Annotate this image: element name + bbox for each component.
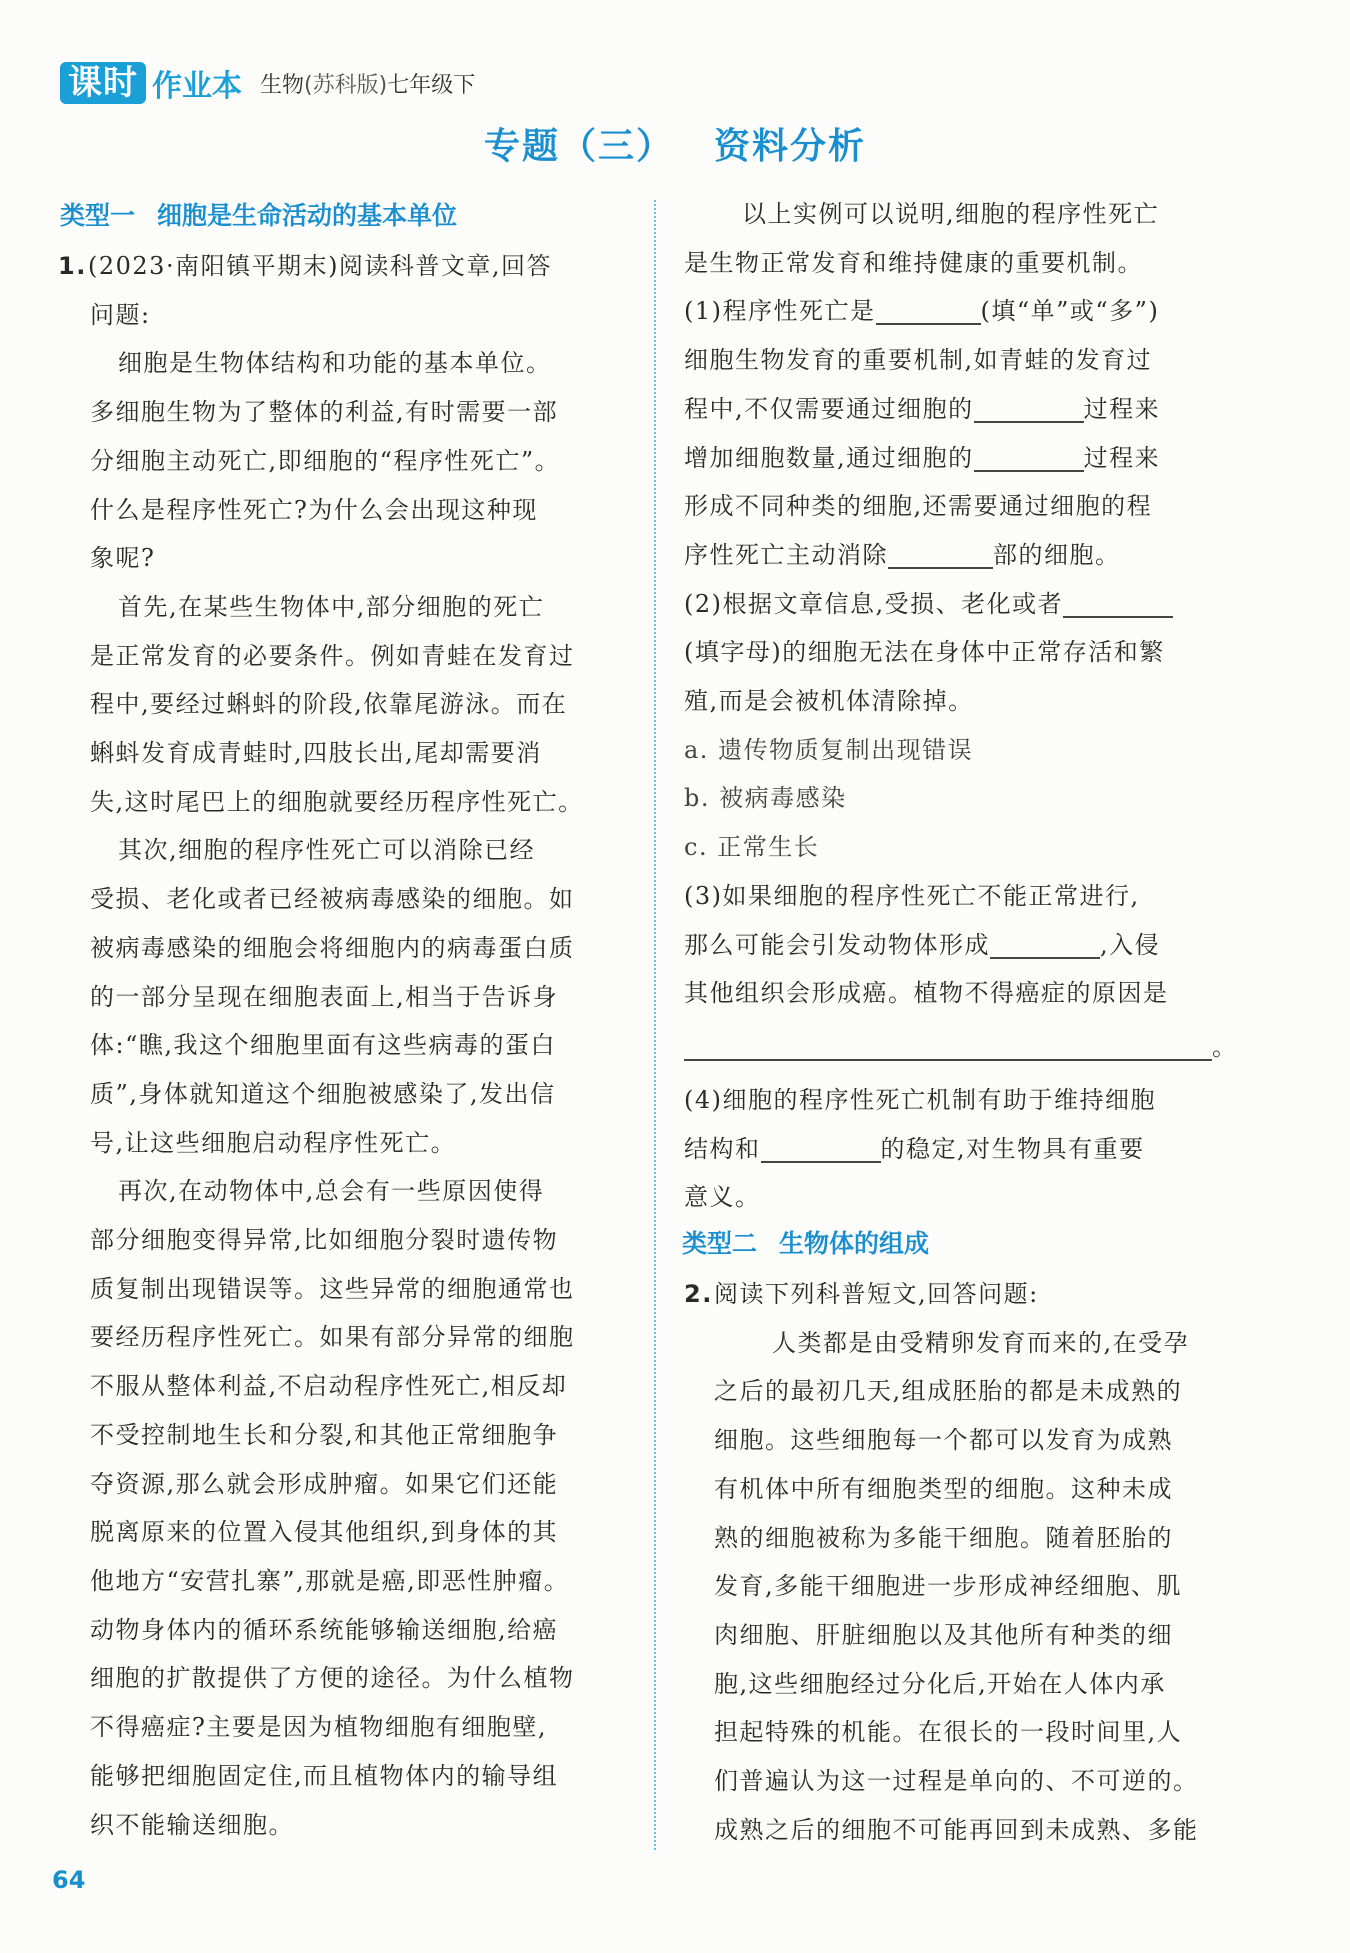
text-line: 熟的细胞被称为多能干细胞。随着胚胎的: [714, 1523, 1173, 1552]
column-divider: [654, 200, 656, 1850]
answer-blank[interactable]: [761, 1131, 881, 1163]
text-line: 再次,在动物体中,总会有一些原因使得: [118, 1177, 545, 1206]
text-line: 动物身体内的循环系统能够输送细胞,给癌: [90, 1615, 559, 1644]
text-line: [684, 531, 1254, 580]
text-line: 被病毒感染的细胞会将细胞内的病毒蛋白质: [90, 933, 575, 962]
text-line: 阅读下列科普短文,回答问题:: [714, 1280, 1039, 1309]
text-line: [684, 385, 1254, 434]
text-line: 的一部分呈现在细胞表面上,相当于告诉身: [90, 982, 559, 1011]
text-span: 过程来: [1083, 394, 1161, 423]
section-heading-type1: [60, 196, 632, 236]
text-line: 肉细胞、肝脏细胞以及其他所有种类的细: [714, 1620, 1173, 1649]
text-line: 们普遍认为这一过程是单向的、不可逆的。: [714, 1767, 1199, 1796]
answer-blank[interactable]: [1063, 586, 1173, 618]
text-line: 人类都是由受精卵发育而来的,在受孕: [772, 1328, 1190, 1357]
text-span: 过程来: [1083, 443, 1161, 472]
text-span: 的稳定,对生物具有重要: [880, 1134, 1145, 1163]
edition: (苏科版): [304, 72, 388, 98]
option-a: a. 遗传物质复制出现错误: [684, 735, 974, 764]
text-line: 有机体中所有细胞类型的细胞。这种未成: [714, 1474, 1173, 1503]
answer-blank[interactable]: [974, 440, 1084, 472]
answer-blank[interactable]: [876, 293, 981, 325]
text-line: (填字母)的细胞无法在身体中正常存活和繁: [684, 638, 1165, 667]
option-b: b. 被病毒感染: [684, 784, 847, 813]
section-heading-type2: [682, 1224, 1254, 1264]
option-c: c. 正常生长: [684, 833, 820, 862]
text-line: 是正常发育的必要条件。例如青蛙在发育过: [90, 641, 575, 670]
text-span: (2)根据文章信息,受损、老化或者: [684, 589, 1064, 618]
text-line: 其他组织会形成癌。植物不得癌症的原因是: [684, 979, 1169, 1008]
text-line: 织不能输送细胞。: [90, 1810, 294, 1839]
text-line: 殖,而是会被机体清除掉。: [684, 687, 974, 716]
type1-label: 类型一: [60, 201, 136, 230]
text-line: 体:“瞧,我这个细胞里面有这些病毒的蛋白: [90, 1031, 556, 1060]
text-line: 细胞是生物体结构和功能的基本单位。: [118, 349, 552, 378]
text-line: [684, 921, 1254, 970]
subquestion-2: [684, 580, 1254, 629]
subquestion-1: [684, 287, 1254, 336]
text-line: 质复制出现错误等。这些异常的细胞通常也: [90, 1274, 575, 1303]
text-span: (1)程序性死亡是: [684, 297, 876, 326]
subquestion-4: (4)细胞的程序性死亡机制有助于维持细胞: [684, 1085, 1156, 1114]
grade: 七年级下: [387, 72, 476, 98]
question-2-header: [684, 1270, 1254, 1319]
text-line: 部分细胞变得异常,比如细胞分裂时遗传物: [90, 1226, 559, 1255]
page-number: 64: [52, 1866, 86, 1894]
type1-title: 细胞是生命活动的基本单位: [157, 201, 458, 230]
text-line: 要经历程序性死亡。如果有部分异常的细胞: [90, 1323, 575, 1352]
text-line: 质”,身体就知道这个细胞被感染了,发出信: [90, 1079, 556, 1108]
text-line: 意义。: [684, 1183, 761, 1212]
text-line: 夺资源,那么就会形成肿瘤。如果它们还能: [90, 1469, 559, 1498]
text-line: 细胞生物发育的重要机制,如青蛙的发育过: [684, 346, 1153, 375]
left-column: [60, 196, 632, 1849]
text-line: 脱离原来的位置入侵其他组织,到身体的其: [90, 1518, 559, 1547]
brand-name: 作业本: [152, 69, 242, 104]
text-line: 他地方“安营扎寨”,那就是癌,即恶性肿瘤。: [90, 1566, 570, 1595]
text-span: 增加细胞数量,通过细胞的: [684, 443, 974, 472]
answer-blank[interactable]: [684, 1029, 1212, 1061]
text-line: 是生物正常发育和维持健康的重要机制。: [684, 248, 1143, 277]
text-line: 不受控制地生长和分裂,和其他正常细胞争: [90, 1420, 559, 1449]
text-span: 。: [1212, 1032, 1238, 1061]
brand-logo: 课时: [60, 62, 146, 104]
text-line: [684, 434, 1254, 483]
text-span: 结构和: [684, 1134, 761, 1163]
text-span: 程中,不仅需要通过细胞的: [684, 394, 974, 423]
text-span: (填“单”或“多”): [980, 297, 1160, 326]
text-span: 部的细胞。: [993, 540, 1121, 569]
text-line: 首先,在某些生物体中,部分细胞的死亡: [118, 592, 545, 621]
text-span: 那么可能会引发动物体形成: [684, 930, 990, 959]
title-part2: 资料分析: [714, 126, 867, 167]
text-line: 担起特殊的机能。在很长的一段时间里,人: [714, 1718, 1183, 1747]
text-line: 程中,要经过蝌蚪的阶段,依靠尾游泳。而在: [90, 690, 568, 719]
text-line: 发育,多能干细胞进一步形成神经细胞、肌: [714, 1572, 1183, 1601]
type2-label: 类型二: [682, 1229, 758, 1259]
text-line: 不服从整体利益,不启动程序性死亡,相反却: [90, 1372, 568, 1401]
title-part1: 专题（三）: [483, 126, 674, 167]
text-line: [684, 1018, 1254, 1076]
answer-blank[interactable]: [888, 537, 993, 569]
question-number: 1.: [58, 252, 87, 280]
text-line: 多细胞生物为了整体的利益,有时需要一部: [90, 398, 559, 427]
text-line: 以上实例可以说明,细胞的程序性死亡: [742, 200, 1160, 228]
text-line: 不得癌症?主要是因为植物细胞有细胞壁,: [90, 1713, 547, 1742]
text-span: ,入侵: [1100, 930, 1161, 959]
text-line: 其次,细胞的程序性死亡可以消除已经: [118, 836, 536, 865]
text-line: 失,这时尾巴上的细胞就要经历程序性死亡。: [90, 787, 584, 816]
subquestion-3: (3)如果细胞的程序性死亡不能正常进行,: [684, 881, 1140, 910]
text-line: 胞,这些细胞经过分化后,开始在人体内承: [714, 1669, 1166, 1698]
text-line: 细胞。这些细胞每一个都可以发育为成熟: [714, 1426, 1173, 1455]
page-title: [0, 118, 1350, 169]
text-line: (2023·南阳镇平期末)阅读科普文章,回答: [88, 252, 553, 280]
answer-blank[interactable]: [974, 391, 1084, 423]
text-line: 之后的最初几天,组成胚胎的都是未成熟的: [714, 1377, 1183, 1406]
text-span: 序性死亡主动消除: [684, 540, 888, 569]
text-line: 蝌蚪发育成青蛙时,四肢长出,尾却需要消: [90, 739, 542, 768]
question-1-header: [58, 242, 632, 291]
answer-blank[interactable]: [990, 927, 1100, 959]
book-info: [260, 68, 475, 99]
text-line: 象呢?: [90, 544, 156, 573]
text-line: 能够把细胞固定住,而且植物体内的输导组: [90, 1761, 559, 1790]
page-header: [60, 62, 475, 104]
text-line: 形成不同种类的细胞,还需要通过细胞的程: [684, 492, 1153, 521]
text-line: 分细胞主动死亡,即细胞的“程序性死亡”。: [90, 446, 561, 475]
text-line: 什么是程序性死亡?为什么会出现这种现: [90, 495, 538, 524]
text-line: 受损、老化或者已经被病毒感染的细胞。如: [90, 885, 575, 914]
subject: 生物: [260, 72, 305, 98]
question-number: 2.: [684, 1280, 713, 1309]
text-line: [684, 1125, 1254, 1174]
text-line: 细胞的扩散提供了方便的途径。为什么植物: [90, 1664, 575, 1693]
right-column: [684, 190, 1254, 1855]
text-line: 问题:: [90, 300, 151, 329]
type2-title: 生物体的组成: [779, 1229, 930, 1259]
text-line: 成熟之后的细胞不可能再回到未成熟、多能: [714, 1815, 1199, 1844]
text-line: 号,让这些细胞启动程序性死亡。: [90, 1128, 457, 1157]
